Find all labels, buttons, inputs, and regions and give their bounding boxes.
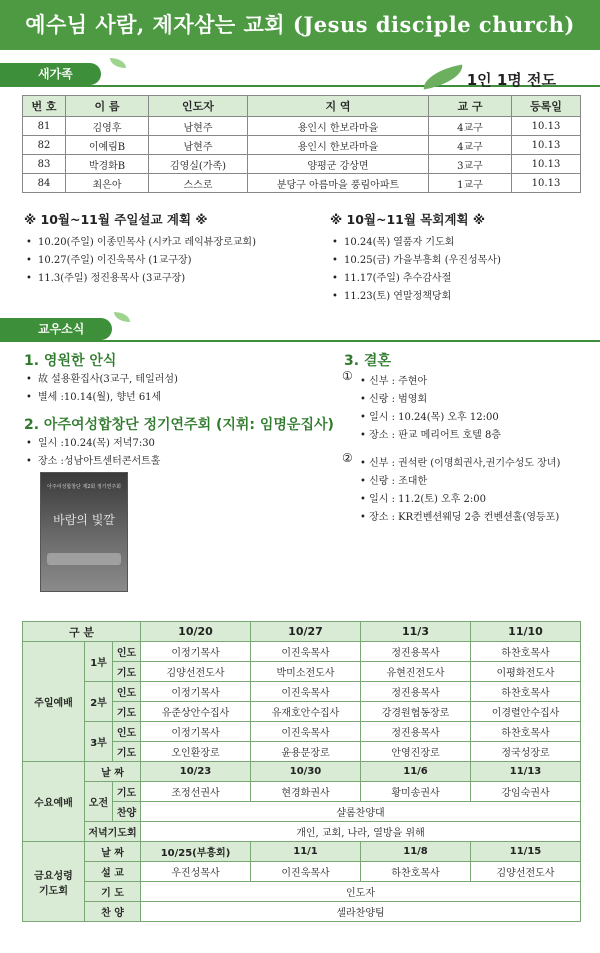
- table-cell: 개인, 교회, 나라, 열방을 위해: [141, 822, 581, 842]
- table-cell: 81: [23, 117, 66, 136]
- list-item: • 11.3(주일) 정진용목사 (3교구장): [26, 270, 256, 288]
- wedding-detail: 신부 : 권석란 (이명희권사,권기수성도 장녀): [369, 458, 561, 469]
- date-cell: 11/15: [471, 842, 581, 862]
- news-rest-list: [26, 371, 178, 407]
- date-cell: 10/30: [251, 762, 361, 782]
- table-cell: 84: [23, 174, 66, 193]
- table-cell: 황미송권사: [361, 782, 471, 802]
- table-cell: 이경렬안수집사: [471, 702, 581, 722]
- table-cell: 분당구 아름마을 풍림아파트: [248, 174, 429, 193]
- table-row: [23, 762, 581, 782]
- page-title: 예수님 사람, 제자삼는 교회 (Jesus disciple church): [25, 12, 575, 37]
- col-header: 11/3: [361, 622, 471, 642]
- wedding-detail: 신부 : 주현아: [369, 376, 428, 387]
- col-header: 번 호: [23, 96, 66, 117]
- table-cell: 이정기목사: [141, 722, 251, 742]
- table-row: [23, 882, 581, 902]
- table-cell: 샬롬찬양대: [141, 802, 581, 822]
- table-cell: 정진용목사: [361, 722, 471, 742]
- table-cell: 스스로: [149, 174, 248, 193]
- col-header: 교 구: [429, 96, 512, 117]
- section-tab-news: 교우소식: [0, 318, 112, 340]
- motto-text: 1인 1명 전도: [466, 71, 556, 89]
- table-cell: 83: [23, 155, 66, 174]
- list-item: • 故 설용환집사(3교구, 테일러섬): [26, 371, 178, 389]
- date-cell: 11/13: [471, 762, 581, 782]
- table-cell: 강임숙권사: [471, 782, 581, 802]
- table-row: [23, 155, 581, 174]
- table-cell: 하찬호목사: [471, 642, 581, 662]
- col-header: 11/10: [471, 622, 581, 642]
- table-row: [23, 722, 581, 742]
- role-label: 날 짜: [85, 762, 141, 782]
- wedding-line: • 장소 : KR컨벤션웨딩 2층 컨벤션홀(영등포): [360, 512, 560, 523]
- wedding-line: • 신부 : 주현아: [360, 376, 428, 387]
- group-label-line: 기도회: [39, 885, 68, 897]
- table-cell: 4교구: [429, 136, 512, 155]
- service-label: 1부: [85, 642, 113, 682]
- date-cell: 10/23: [141, 762, 251, 782]
- table-cell: 이예림B: [66, 136, 149, 155]
- pastor-plan-list: [332, 234, 501, 306]
- row-group-label: 수요예배: [23, 762, 85, 842]
- wedding-line: • 신랑 : 범영회: [360, 394, 428, 405]
- section-tab-new-family: 새가족: [0, 63, 101, 85]
- wedding-line: • 일시 : 11.2(토) 오후 2:00: [360, 494, 486, 505]
- table-row: [23, 174, 581, 193]
- table-row: [23, 117, 581, 136]
- col-header: 10/20: [141, 622, 251, 642]
- table-cell: 유재호안수집사: [251, 702, 361, 722]
- role-label: 날 짜: [85, 842, 141, 862]
- col-header: 지 역: [248, 96, 429, 117]
- table-cell: 김양선전도사: [471, 862, 581, 882]
- table-cell: 현경화권사: [251, 782, 361, 802]
- service-label: 오전: [85, 782, 113, 822]
- table-cell: 김양선전도사: [141, 662, 251, 682]
- wedding-line: • 신부 : 권석란 (이명희권사,권기수성도 장녀): [360, 458, 561, 469]
- table-cell: 김영후: [66, 117, 149, 136]
- table-cell: 10.13: [512, 174, 581, 193]
- col-header: 이 름: [66, 96, 149, 117]
- table-row: [23, 862, 581, 882]
- table-header-row: [23, 622, 581, 642]
- leaf-icon: [110, 58, 126, 68]
- sermon-plan-list: [26, 234, 256, 288]
- list-item: • 11.17(주일) 추수감사절: [332, 270, 501, 288]
- section-divider: [0, 340, 600, 342]
- table-cell: 1교구: [429, 174, 512, 193]
- list-item: • 10.20(주일) 이종민목사 (시카고 레익뷰장로교회): [26, 234, 256, 252]
- table-cell: 남현주: [149, 136, 248, 155]
- table-row: [23, 842, 581, 862]
- table-header-row: [23, 96, 581, 117]
- role-label: 기도: [113, 782, 141, 802]
- poster-caption: 아주여성합창단 제2회 정기연주회: [47, 484, 121, 490]
- table-cell: 10.13: [512, 155, 581, 174]
- table-cell: 조정선권사: [141, 782, 251, 802]
- wedding-line: • 일시 : 10.24(목) 오후 12:00: [360, 412, 499, 423]
- table-cell: 김영실(가족): [149, 155, 248, 174]
- table-cell: 오인환장로: [141, 742, 251, 762]
- table-cell: 10.13: [512, 136, 581, 155]
- date-cell: 11/6: [361, 762, 471, 782]
- table-cell: 이평화전도사: [471, 662, 581, 682]
- table-row: [23, 136, 581, 155]
- poster-title: 바람의 빛깔: [53, 513, 115, 527]
- list-item: • 10.25(금) 가을부흥회 (우진성목사): [332, 252, 501, 270]
- table-cell: 4교구: [429, 117, 512, 136]
- service-label: 2부: [85, 682, 113, 722]
- row-group-label: 주일예배: [23, 642, 85, 762]
- table-cell: 인도자: [141, 882, 581, 902]
- table-cell: 이진욱목사: [251, 722, 361, 742]
- table-cell: 용인시 한보라마을: [248, 136, 429, 155]
- table-cell: 용인시 한보라마을: [248, 117, 429, 136]
- news-concert-list: [26, 435, 160, 471]
- table-cell: 이정기목사: [141, 682, 251, 702]
- wedding-detail: 신랑 : 범영회: [369, 394, 428, 405]
- date-cell: 11/1: [251, 842, 361, 862]
- news-wedding-title: 3. 결혼: [344, 353, 391, 369]
- service-label: 3부: [85, 722, 113, 762]
- table-cell: 하찬호목사: [471, 722, 581, 742]
- list-item: • 10.27(주일) 이진욱목사 (1교구장): [26, 252, 256, 270]
- table-cell: 강경원협동장로: [361, 702, 471, 722]
- role-label: 기 도: [85, 882, 141, 902]
- table-cell: 최은아: [66, 174, 149, 193]
- row-group-label: [23, 842, 85, 922]
- group-label-line: 금요성령: [34, 870, 73, 882]
- role-label: 찬 양: [85, 902, 141, 922]
- col-header: 등록일: [512, 96, 581, 117]
- leaf-icon: [114, 312, 130, 322]
- pastor-plan-title: ※ 10월~11월 목회계획 ※: [330, 212, 486, 227]
- wedding-detail: 장소 : KR컨벤션웨딩 2층 컨벤션홀(영등포): [369, 512, 560, 523]
- list-item: • 일시 :10.24(목) 저녁7:30: [26, 435, 160, 453]
- news-rest-title: 1. 영원한 안식: [24, 353, 117, 369]
- table-row: [23, 682, 581, 702]
- table-cell: 정국성장로: [471, 742, 581, 762]
- table-cell: 우진성목사: [141, 862, 251, 882]
- table-cell: 박경화B: [66, 155, 149, 174]
- wedding-detail: 일시 : 10.24(목) 오후 12:00: [369, 412, 499, 423]
- wedding-detail: 신랑 : 조대한: [369, 476, 428, 487]
- role-label: 설 교: [85, 862, 141, 882]
- table-row: [23, 902, 581, 922]
- table-cell: 10.13: [512, 117, 581, 136]
- table-cell: 정진용목사: [361, 682, 471, 702]
- role-label: 인도: [113, 642, 141, 662]
- table-cell: 유현진전도사: [361, 662, 471, 682]
- role-label: 기도: [113, 702, 141, 722]
- table-cell: 이진욱목사: [251, 862, 361, 882]
- list-item: • 별세 :10.14(월), 향년 61세: [26, 389, 178, 407]
- date-cell: 10/25(부흥회): [141, 842, 251, 862]
- table-cell: 하찬호목사: [471, 682, 581, 702]
- table-cell: 정진용목사: [361, 642, 471, 662]
- role-label: 인도: [113, 682, 141, 702]
- sermon-plan-title: ※ 10월~11월 주일설교 계획 ※: [24, 212, 208, 227]
- table-cell: 유준상안수집사: [141, 702, 251, 722]
- wedding-detail: 일시 : 11.2(토) 오후 2:00: [369, 494, 486, 505]
- wedding-detail: 장소 : 판교 메리어트 호텔 8층: [369, 430, 501, 441]
- wedding-line: • 신랑 : 조대한: [360, 476, 428, 487]
- new-family-table: [22, 95, 581, 193]
- table-cell: 82: [23, 136, 66, 155]
- list-item: • 장소 :성남아트센터콘서트홀: [26, 453, 160, 471]
- news-concert-title: 2. 아주여성합창단 정기연주회 (지휘: 임명운집사): [24, 417, 334, 433]
- number-mark: ①: [342, 369, 353, 383]
- table-row: [23, 782, 581, 802]
- col-header: 구 분: [23, 622, 141, 642]
- number-mark: ②: [342, 451, 353, 465]
- list-item: • 11.23(토) 연말정책당회: [332, 288, 501, 306]
- list-item: • 10.24(목) 열품자 기도회: [332, 234, 501, 252]
- concert-poster-image: [40, 472, 128, 592]
- wedding-line: • 장소 : 판교 메리어트 호텔 8층: [360, 430, 501, 441]
- date-cell: 11/8: [361, 842, 471, 862]
- col-header: 인도자: [149, 96, 248, 117]
- role-label: 기도: [113, 742, 141, 762]
- role-label: 찬양: [113, 802, 141, 822]
- choir-photo: [47, 553, 121, 565]
- table-cell: 하찬호목사: [361, 862, 471, 882]
- table-cell: 안영진장로: [361, 742, 471, 762]
- table-cell: 남현주: [149, 117, 248, 136]
- table-cell: 이진욱목사: [251, 682, 361, 702]
- role-label: 기도: [113, 662, 141, 682]
- table-cell: 셀라찬양팀: [141, 902, 581, 922]
- role-label: 인도: [113, 722, 141, 742]
- table-cell: 이정기목사: [141, 642, 251, 662]
- col-header: 10/27: [251, 622, 361, 642]
- table-cell: 이진욱목사: [251, 642, 361, 662]
- role-label: 저녁기도회: [85, 822, 141, 842]
- worship-schedule-table: [22, 621, 581, 922]
- table-row: [23, 822, 581, 842]
- table-row: [23, 642, 581, 662]
- table-cell: 윤용문장로: [251, 742, 361, 762]
- table-cell: 3교구: [429, 155, 512, 174]
- table-cell: 양평군 강상면: [248, 155, 429, 174]
- table-cell: 박미소전도사: [251, 662, 361, 682]
